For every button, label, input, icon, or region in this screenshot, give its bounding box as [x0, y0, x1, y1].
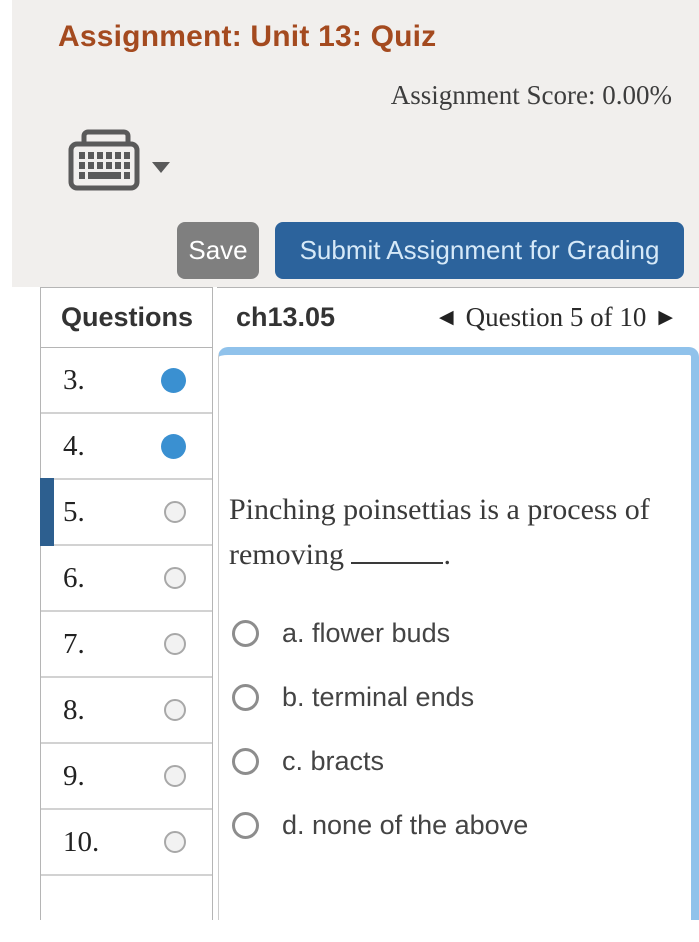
- answer-option[interactable]: [219, 729, 691, 793]
- submit-assignment-button[interactable]: Submit Assignment for Grading: [275, 222, 684, 279]
- unanswered-status-icon: [164, 501, 186, 523]
- question-list-filler-row: [41, 876, 212, 942]
- question-list-item[interactable]: [41, 612, 212, 678]
- caret-down-icon: [152, 162, 170, 173]
- question-number: 4.: [63, 429, 85, 462]
- question-list-item[interactable]: [41, 480, 212, 546]
- answer-option-label: a. flower buds: [282, 617, 451, 648]
- answer-option-label: c. bracts: [282, 745, 385, 776]
- questions-sidebar: [40, 287, 213, 920]
- question-panel-header: [217, 287, 699, 347]
- question-list-item[interactable]: [41, 678, 212, 744]
- radio-button-icon[interactable]: [232, 684, 259, 711]
- question-number: 6.: [63, 561, 85, 594]
- page-title: Assignment: Unit 13: Quiz: [58, 20, 437, 53]
- unanswered-status-icon: [164, 567, 186, 589]
- questions-sidebar-title: Questions: [41, 288, 212, 348]
- answered-status-icon: [161, 434, 186, 459]
- answer-option-label: b. terminal ends: [282, 681, 475, 712]
- radio-button-icon[interactable]: [232, 812, 259, 839]
- question-list-item[interactable]: [41, 414, 212, 480]
- unanswered-status-icon: [164, 831, 186, 853]
- question-number: 8.: [63, 693, 85, 726]
- question-id-label: ch13.05: [236, 302, 336, 332]
- keyboard-shortcuts-button[interactable]: [68, 126, 178, 194]
- assignment-score: Assignment Score: 0.00%: [390, 80, 672, 110]
- previous-question-button[interactable]: ◀: [439, 307, 454, 328]
- next-question-button[interactable]: ▶: [658, 307, 673, 328]
- assignment-header: [12, 0, 699, 287]
- question-list: [41, 348, 212, 876]
- unanswered-status-icon: [164, 765, 186, 787]
- answered-status-icon: [161, 368, 186, 393]
- question-list-item[interactable]: [41, 348, 212, 414]
- radio-button-icon[interactable]: [232, 748, 259, 775]
- unanswered-status-icon: [164, 633, 186, 655]
- question-number: 10.: [63, 825, 100, 858]
- question-content-panel: [218, 347, 699, 920]
- question-text: Pinching poinsettias is a process of removing .: [229, 493, 650, 571]
- question-list-item[interactable]: [41, 744, 212, 810]
- keyboard-icon: [68, 127, 146, 194]
- question-number: 9.: [63, 759, 85, 792]
- question-number: 5.: [63, 495, 85, 528]
- radio-button-icon[interactable]: [232, 620, 259, 647]
- answer-option[interactable]: [219, 601, 691, 665]
- answer-option[interactable]: [219, 793, 691, 857]
- answer-option-label: d. none of the above: [282, 809, 529, 840]
- question-navigation: [439, 302, 673, 333]
- question-counter: Question 5 of 10: [465, 302, 647, 332]
- unanswered-status-icon: [164, 699, 186, 721]
- question-number: 7.: [63, 627, 85, 660]
- answer-options: [219, 601, 691, 857]
- question-list-item[interactable]: [41, 546, 212, 612]
- answer-blank: [351, 534, 443, 564]
- answer-option[interactable]: [219, 665, 691, 729]
- save-button[interactable]: Save: [177, 222, 259, 279]
- question-list-item[interactable]: [41, 810, 212, 876]
- question-number: 3.: [63, 363, 85, 396]
